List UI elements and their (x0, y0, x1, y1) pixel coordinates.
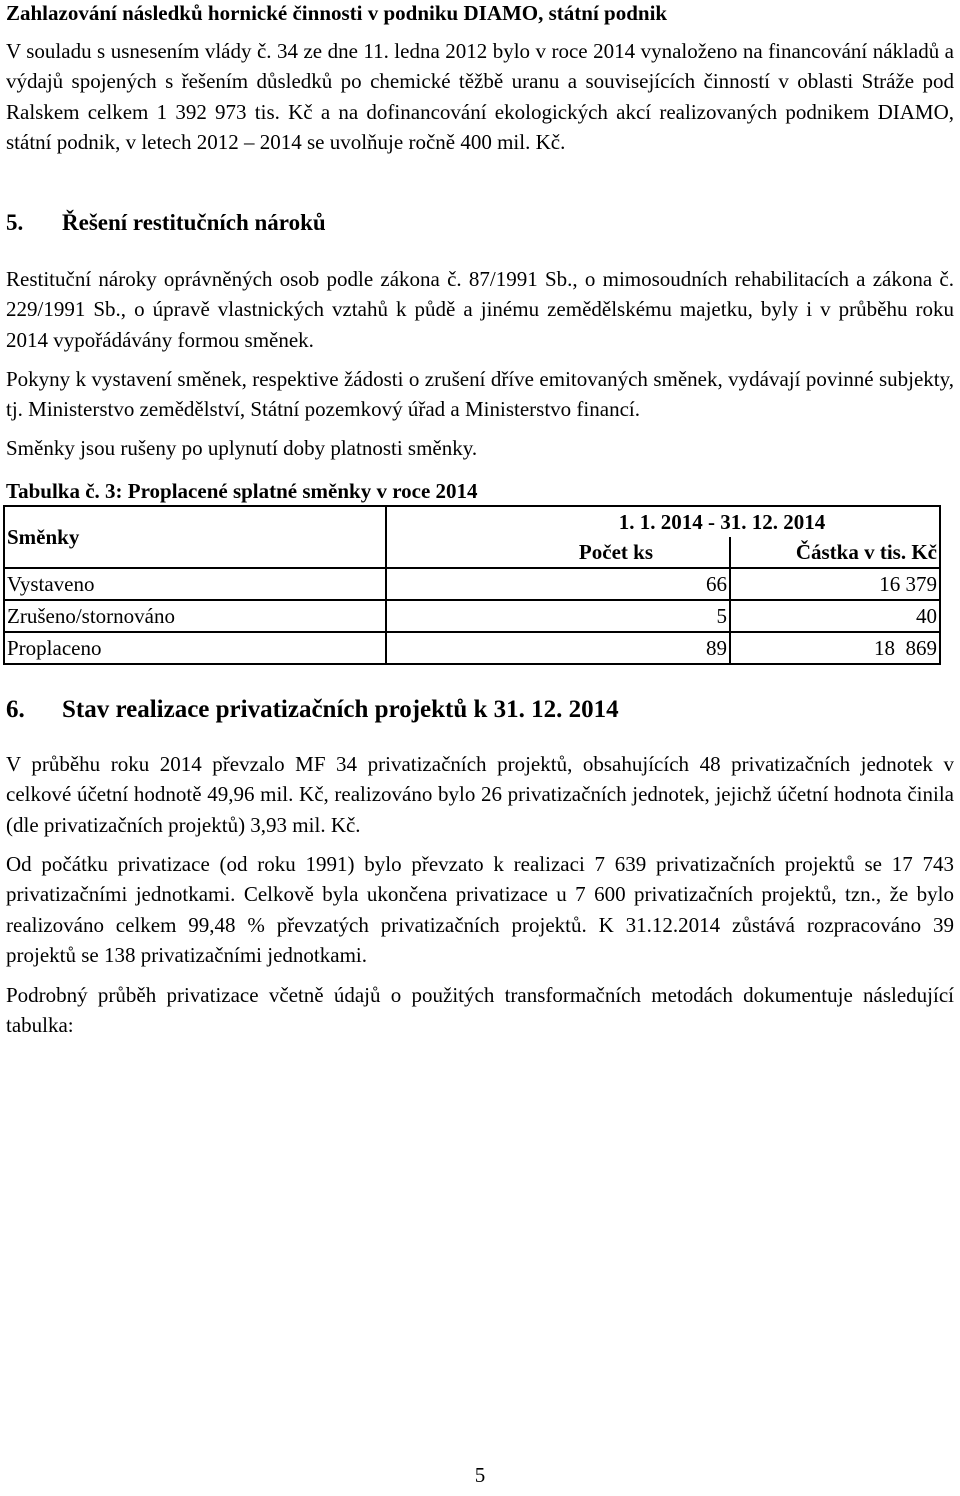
section-5-number: 5. (6, 210, 24, 235)
row-label: Proplaceno (4, 632, 386, 664)
row-count: 5 (386, 600, 730, 632)
paragraph-restitution: Restituční nároky oprávněných osob podle zákona č. 87/1991 Sb., o mimosoudních rehabilitacích a zákona č. 229/1991 Sb., o úpravě vlastnických vztahů k půdě a jinému zemědělskému majetku, byly i v průběhu roku 2014 vypořádávány formou směnek. (6, 267, 954, 352)
row-amount: 16 379 (730, 568, 940, 600)
paragraph-uranium-funding: V souladu s usnesením vlády č. 34 ze dne 11. ledna 2012 bylo v roce 2014 vynaloženo na financování nákladů a výdajů spojených s řešením důsledků po chemické těžbě uranu a souvisejících činností v oblasti Stráže pod Ralskem celkem 1 392 973 tis. Kč a na dofinancování ekologických akcí realizovaných podnikem DIAMO, státní podnik, v letech 2012 – 2014 se uvolňuje ročně 400 mil. Kč. (6, 39, 954, 154)
row-count: 89 (386, 632, 730, 664)
section-6-title: Stav realizace privatizačních projektů k 31. 12. 2014 (62, 696, 619, 723)
row-label: Vystaveno (4, 568, 386, 600)
table-caption: Tabulka č. 3: Proplacené splatné směnky v roce 2014 (6, 479, 478, 503)
section-5-title: Řešení restitučních nároků (62, 210, 326, 235)
paragraph-privatization-2014: V průběhu roku 2014 převzalo MF 34 privatizačních projektů, obsahujících 48 privatizačních jednotek v celkové účetní hodnotě 49,96 mil. Kč, realizováno bylo 26 privatizačních jednotek, jejichž účetní hodnota činila (dle privatizačních projektů) 3,93 mil. Kč. (6, 752, 954, 837)
paragraph-privatization-total: Od počátku privatizace (od roku 1991) bylo převzato k realizaci 7 639 privatizačních projektů se 17 743 privatizačními jednotkami. Celkově byla ukončena privatizace u 7 600 privatizačních projektů, tzn., že bylo realizováno celkem 99,48 % převzatých privatizačních projektů. K 31.12.2014 zůstává rozpracováno 39 projektů se 138 privatizačními jednotkami. (6, 852, 954, 967)
paragraph-table-intro: Podrobný průběh privatizace včetně údajů o použitých transformačních metodách dokumentuje následující tabulka: (6, 983, 954, 1038)
paragraph-bill-instructions: Pokyny k vystavení směnek, respektive žádosti o zrušení dříve emitovaných směnek, vydávají povinné subjekty, tj. Ministerstvo zemědělství, Státní pozemkový úřad a Ministerstvo financí. (6, 367, 954, 422)
row-amount: 18 869 (730, 632, 940, 664)
page-number: 5 (474, 1463, 486, 1487)
page-title: Zahlazování následků hornické činnosti v podniku DIAMO, státní podnik (6, 1, 668, 25)
row-header-label: Směnky (7, 525, 80, 549)
column-header-amount: Částka v tis. Kč (730, 537, 940, 568)
table-row-header (4, 506, 386, 568)
section-6-number: 6. (6, 696, 25, 723)
table-period: 1. 1. 2014 - 31. 12. 2014 (386, 506, 940, 537)
bills-table (3, 505, 941, 665)
row-count: 66 (386, 568, 730, 600)
paragraph-bill-cancellation: Směnky jsou rušeny po uplynutí doby platnosti směnky. (6, 436, 478, 460)
section-6-heading (6, 696, 619, 724)
table-row (4, 632, 940, 664)
table-row (4, 600, 940, 632)
column-header-count: Počet ks (386, 537, 730, 568)
row-amount: 40 (730, 600, 940, 632)
section-5-heading (6, 210, 326, 236)
row-label: Zrušeno/stornováno (4, 600, 386, 632)
table-row (4, 568, 940, 600)
